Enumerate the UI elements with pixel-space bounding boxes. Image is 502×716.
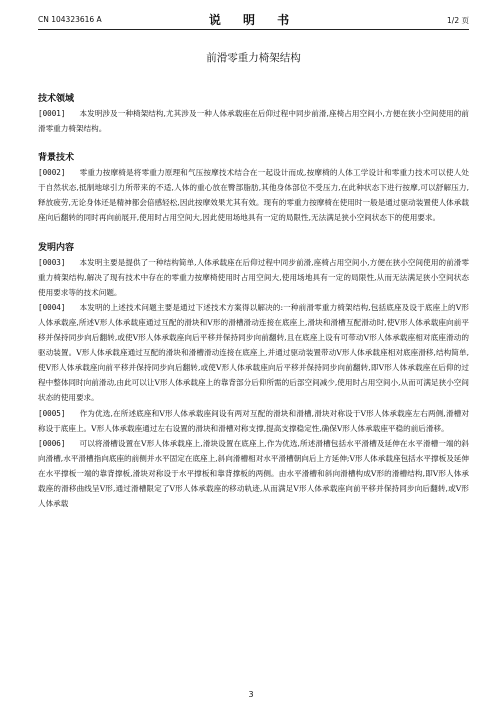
paragraph-number: [0002] — [38, 168, 66, 178]
paragraph-number: [0006] — [38, 438, 66, 448]
page-header — [38, 11, 469, 30]
document-body — [38, 36, 469, 511]
paragraph-number: [0003] — [38, 257, 66, 267]
page-number: 3 — [248, 690, 254, 699]
paragraph-number: [0005] — [38, 408, 66, 418]
paragraph — [38, 436, 469, 511]
section-heading-background: 背景技术 — [38, 153, 75, 164]
document-title: 前滑零重力椅架结构 — [206, 52, 301, 64]
paragraph — [38, 300, 469, 406]
paragraph — [38, 106, 469, 136]
publication-number: CN 104323616 A — [38, 15, 102, 24]
document-type: 说 明 书 — [208, 13, 299, 27]
paragraph — [38, 255, 469, 300]
paragraph — [38, 406, 469, 436]
section-heading-content: 发明内容 — [38, 242, 75, 253]
paragraph-number: [0001] — [38, 109, 66, 118]
section-heading-field: 技术领域 — [38, 94, 75, 104]
paragraph-text: 作为优选,在所述底座和V形人体承载座间设有两对互配的滑块和滑槽,滑块对称设于V形人体承载座左右两侧,滑槽对称设于底座上。V形人体承载座通过左右设置的滑块和滑槽对称支撑,提高支撑稳定性,确保V形人体承载座平稳的前后滑移。 — [38, 408, 469, 433]
paragraph-text: 可以将滑槽设置在V形人体承载座上,滑块设置在底座上,作为优选,所述滑槽包括水平滑槽及延伸在水平滑槽一端的斜向滑槽,水平滑槽指向底座的前侧并水平固定在底座上,斜向滑槽相对水平滑槽朝向后上方延伸;V形人体承载座包括水平撑板及延伸在水平撑板一端的靠背撑板,滑块对称设于水平撑板和靠背撑板的两侧。由水平滑槽和斜向滑槽构成V形的滑槽结构,即V形人体承载座的滑移曲线呈V形,通过滑槽限定了V形人体承载座的移动轨迹,从而满足V形人体承载座向前平移并保持同步向后翻转,或V形人体承载 — [38, 438, 469, 509]
paragraph-text: 本发明涉及一种椅架结构,尤其涉及一种人体承载座在后仰过程中同步前滑,座椅占用空间小,方便在狭小空间使用的前滑零重力椅架结构。 — [38, 109, 469, 134]
paragraph-number: [0004] — [38, 302, 66, 312]
paragraph-text: 本发明的上述技术问题主要是通过下述技术方案得以解决的:一种前滑零重力椅架结构,包括底座及设于底座上的V形人体承载座,所述V形人体承载座通过互配的滑块和V形的滑槽滑动连接在底座上,滑块和滑槽互配滑动时,使V形人体承载座向前平移并保持同步向后翻转,或使V形人体承载座向后平移并保持同步向前翻转,且在底座上设有可带动V形人体承载座相对底座滑动的驱动装置。V形人体承载座通过互配的滑块和滑槽滑动连接在底座上,并通过驱动装置带动V形人体承载座相对底座滑移,结构简单,使V形人体承载座向前平移并保持同步向后翻转,或使V形人体承载座向后平移并保持同步向前翻转,即V形人体承载座在后仰的过程中整体同时向前滑动,由此可以让V形人体承载座上的靠背部分后仰所需的后部空间减少,使用时占用空间小,从而可满足狭小空间状态的使用要求。 — [38, 302, 470, 403]
paragraph-text: 本发明主要是提供了一种结构简单,人体承载座在后仰过程中同步前滑,座椅占用空间小,方便在狭小空间使用的前滑零重力椅架结构,解决了现有技术中存在的零重力按摩椅使用时占用空间大,使用场地具有一定的局限性,从而无法满足狭小空间状态使用要求等的技术问题。 — [38, 257, 469, 297]
page-indicator: 1/2 页 — [447, 16, 469, 25]
paragraph-text: 零重力按摩椅是将零重力原理和气压按摩技术结合在一起设计而成,按摩椅的人体工学设计和零重力技术可以使人处于自然状态,抵制地球引力所带来的不适,人体的重心放在臀部脂肪,其他身体部位不受压力,在此种状态下进行按摩,可以舒解压力,释放疲劳,无论身体还是精神都会倍感轻松,因此按摩效果尤其有效。现有的零重力按摩椅在使用时一般是通过驱动装置使人体承载座向后翻转的同时再向前展开,使用时占用空间大,因此使用场地具有一定的局限性,无法满足狭小空间状态下的使用要求。 — [38, 168, 469, 223]
paragraph — [38, 165, 469, 225]
